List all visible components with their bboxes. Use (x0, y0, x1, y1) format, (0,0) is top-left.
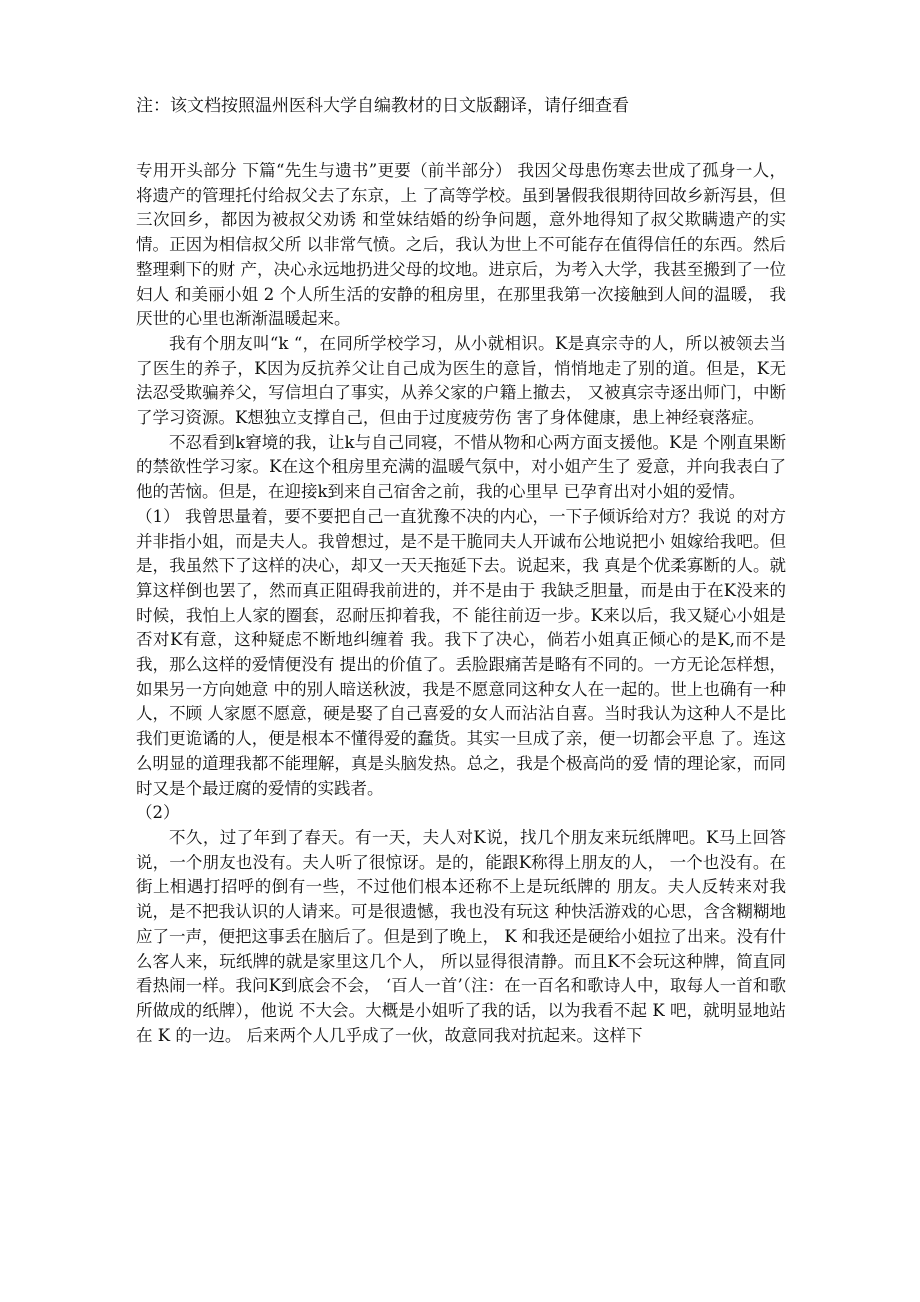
document-body (136, 159, 786, 1048)
paragraph-section-1: （1） 我曾思量着，要不要把自己一直犹豫不决的内心，一下子倾诉给对方？我说 的对方并非指小姐，而是夫人。我曾想过，是不是干脆同夫人开诚布公地说把小 姐嫁给我吧。但是，我虽然下了这样的决心，却又一天天拖延下去。说起来，我 真是个优柔寡断的人。就算这样倒也罢了，然而真正阻碍我前进的，并不是由于 我缺乏胆量，而是由于在K没来的时候，我怕上人家的圈套，忍耐压抑着我，不 能往前迈一步。K来以后，我又疑心小姐是否对K有意，这种疑虑不断地纠缠着 我。我下了决心，倘若小姐真正倾心的是K,而不是我，那么这样的爱情便没有 提出的价值了。丢脸跟痛苦是略有不同的。一方无论怎样想，如果另一方向她意 中的别人暗送秋波，我是不愿意同这种女人在一起的。世上也确有一种人，不顾 人家愿不愿意，硬是娶了自己喜爱的女人而沾沾自喜。当时我认为这种人不是比 我们更诡谲的人，便是根本不懂得爱的蠢货。其实一旦成了亲，便一切都会平息 了。连这么明显的道理我都不能理解，真是头脑发热。总之，我是个极高尚的爱 情的理论家，而同时又是个最迂腐的爱情的实践者。 (136, 506, 786, 798)
paragraph-k-introduction: 我有个朋友叫“k “，在同所学校学习，从小就相识。K是真宗寺的人，所以被领去当了医生的养子，K因为反抗养父让自己成为医生的意旨，悄悄地走了别的道。但是，K无法忍受欺骗养父，写信坦白了事实，从养父家的户籍上撤去， 又被真宗寺逐出师门，中断了学习资源。K想独立支撑自己，但由于过度疲劳伤 害了身体健康，患上神经衰落症。 (136, 333, 786, 428)
paragraph-support-k: 不忍看到k窘境的我，让k与自己同寝，不惜从物和心两方面支援他。K是 个刚直果断的禁欲性学习家。K在这个租房里充满的温暖气氛中，对小姐产生了 爱意，并向我表白了他的苦恼。但是，在迎接k到来自己宿舍之前，我的心里早 已孕育出对小姐的爱情。 (136, 432, 786, 502)
paragraph-section-2: 不久，过了年到了春天。有一天，夫人对K说，找几个朋友来玩纸牌吧。K马上回答说，一个朋友也没有。夫人听了很惊讶。是的，能跟K称得上朋友的人， 一个也没有。在街上相遇打招呼的倒有一些，不过他们根本还称不上是玩纸牌的 朋友。夫人反转来对我说，是不把我认识的人请来。可是很遗憾，我也没有玩这 种快活游戏的心思，含含糊糊地应了一声，便把这事丢在脑后了。但是到了晚上， K 和我还是硬给小姐拉了出来。没有什么客人来，玩纸牌的就是家里这几个人， 所以显得很清静。而且K不会玩这种牌，简直同看热闹一样。我问K到底会不会， ‘百人一首’（注：在一百名和歌诗人中，取每人一首和歌所做成的纸牌），他说 不大会。大概是小姐听了我的话，以为我看不起 K 吧，就明显地站在 K 的一边。 后来两个人几乎成了一伙，故意同我对抗起来。这样下 (136, 827, 786, 1045)
paragraph-summary: 专用开头部分 下篇“先生与遗书”更要（前半部分） 我因父母患伤寒去世成了孤身一人，将遗产的管理托付给叔父去了东京，上 了高等学校。虽到暑假我很期待回故乡新泻县，但三次回乡，都因为被叔父劝诱 和堂妹结婚的纷争问题，意外地得知了叔父欺瞒遗产的实情。正因为相信叔父所 以非常气愤。之后，我认为世上不可能存在值得信任的东西。然后整理剩下的财 产，决心永远地扔进父母的坟地。进京后，为考入大学，我甚至搬到了一位妇人 和美丽小姐 2 个人所生活的安静的租房里，在那里我第一次接触到人间的温暖， 我厌世的心里也渐渐温暖起来。 (136, 161, 786, 329)
translation-note: 注：该文档按照温州医科大学自编教材的日文版翻译，请仔细查看 (136, 96, 629, 116)
section-marker-2: （2） (136, 803, 180, 823)
